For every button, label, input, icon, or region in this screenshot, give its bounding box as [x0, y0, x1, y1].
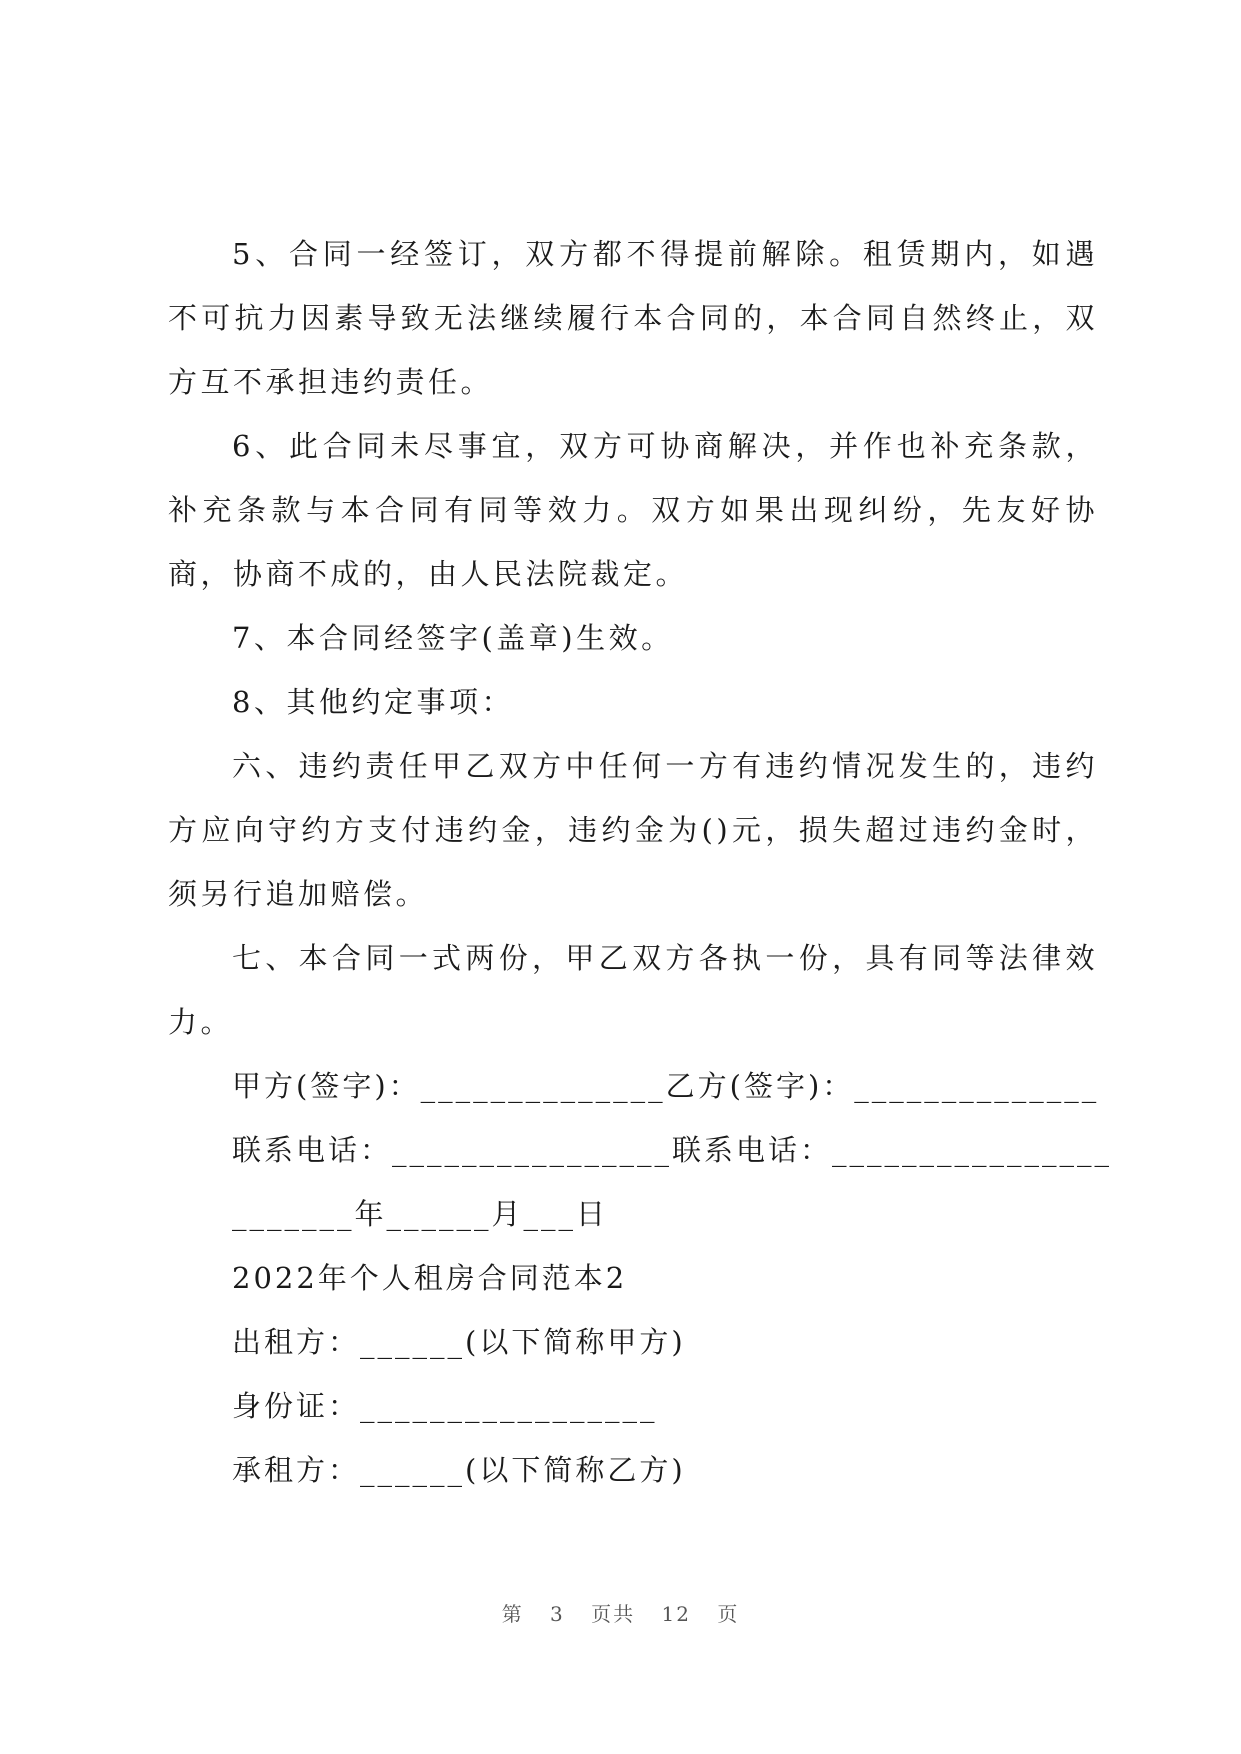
id-card-line: 身份证：_________________ [232, 1389, 658, 1423]
clause-8: 8、其他约定事项： [232, 685, 514, 719]
footer-prefix: 第 [501, 1602, 524, 1626]
lessee-line: 承租方：______(以下简称乙方) [232, 1453, 686, 1487]
contract2-title: 2022年个人租房合同范本2 [232, 1261, 628, 1295]
clause-7: 7、本合同经签字(盖章)生效。 [232, 621, 674, 655]
page-footer [0, 1598, 1241, 1627]
footer-middle: 页共 [591, 1602, 636, 1626]
section-copies: 七、本合同一式两份，甲乙双方各执一份，具有同等法律效力。 [168, 941, 1098, 1039]
phone-line: 联系电话：________________联系电话：________________ [232, 1133, 1113, 1167]
section-breach-liability: 六、违约责任甲乙双方中任何一方有违约情况发生的，违约方应向守约方支付违约金，违约金为()元，损失超过违约金时，须另行追加赔偿。 [168, 749, 1098, 911]
clause-6: 6、此合同未尽事宜，双方可协商解决，并作也补充条款，补充条款与本合同有同等效力。双方如果出现纠纷，先友好协商，协商不成的，由人民法院裁定。 [168, 429, 1098, 591]
footer-current-page: 3 [550, 1602, 565, 1626]
signature-line: 甲方(签字)：______________乙方(签字)：______________ [232, 1069, 1100, 1103]
document-body [168, 222, 1113, 1502]
footer-suffix: 页 [717, 1602, 740, 1626]
lessor-line: 出租方：______(以下简称甲方) [232, 1325, 686, 1359]
date-line: _______年______月___日 [232, 1197, 609, 1231]
footer-total-pages: 12 [661, 1602, 691, 1626]
clause-5: 5、合同一经签订，双方都不得提前解除。租赁期内，如遇不可抗力因素导致无法继续履行本合同的，本合同自然终止，双方互不承担违约责任。 [168, 237, 1098, 399]
